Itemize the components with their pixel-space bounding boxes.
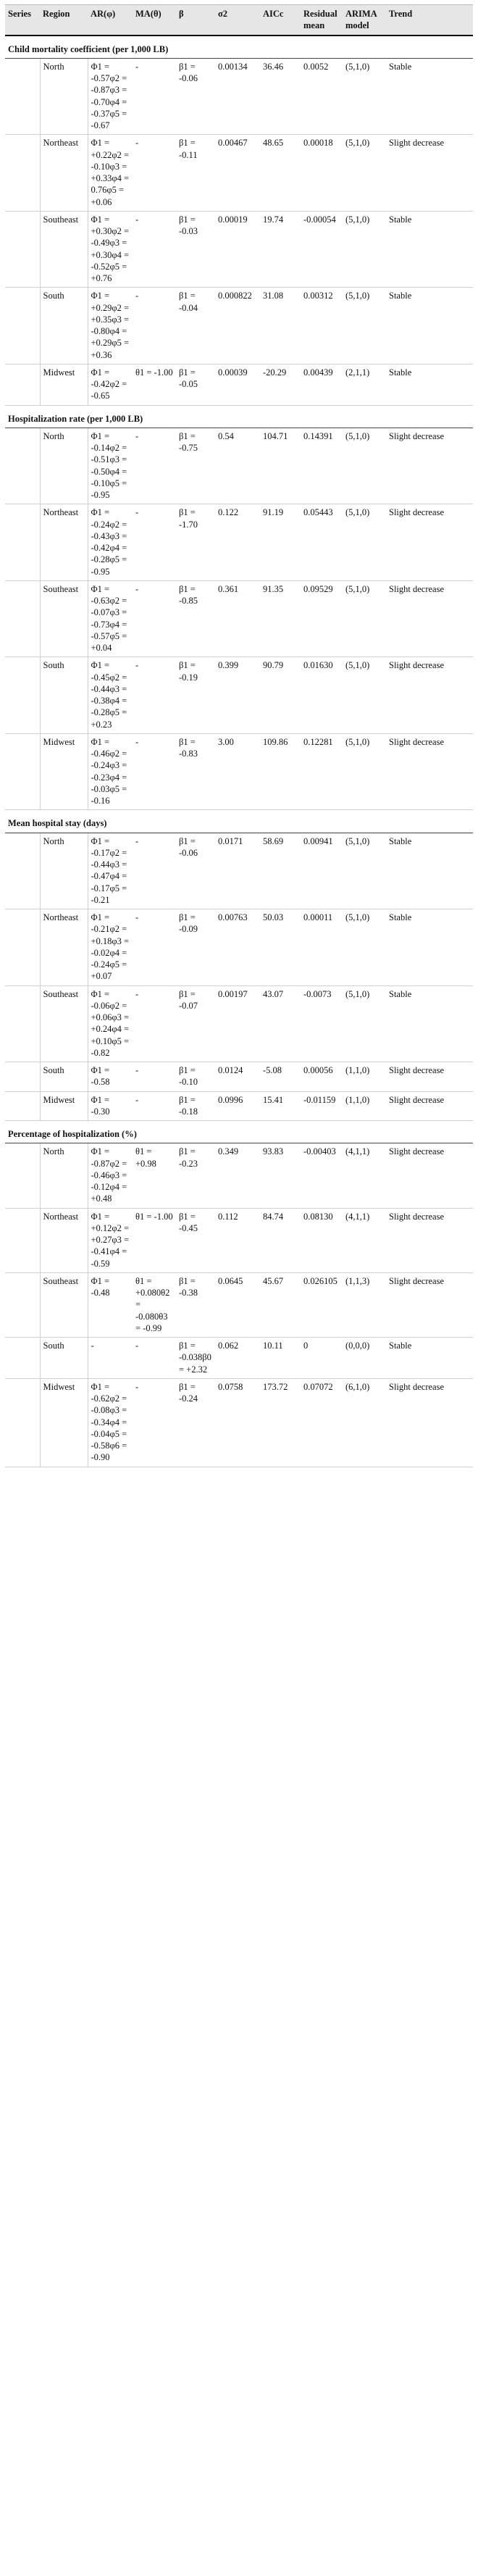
row-ar: Φ1 = +0.12φ2 = +0.27φ3 = -0.41φ4 = -0.59 — [88, 1208, 133, 1272]
row-ar: Φ1 = -0.46φ2 = -0.24φ3 = -0.23φ4 = -0.03φ5 = -0.16 — [88, 733, 133, 810]
row-beta: β1 = -0.07 — [176, 985, 215, 1062]
series-group-row — [5, 810, 473, 833]
row-ar: Φ1 = +0.29φ2 = +0.35φ3 = -0.80φ4 = +0.29φ5 = +0.36 — [88, 288, 133, 364]
series-title: Mean hospital stay (days) — [5, 810, 473, 833]
row-ma: - — [133, 428, 176, 504]
series-title: Hospitalization rate (per 1,000 LB) — [5, 405, 473, 428]
row-ar: Φ1 = -0.57φ2 = -0.87φ3 = -0.70φ4 = -0.37φ5 = -0.67 — [88, 58, 133, 135]
row-region: Northeast — [40, 909, 88, 986]
row-trend: Stable — [386, 364, 473, 405]
row-aicc: 31.08 — [260, 288, 301, 364]
row-series-empty — [5, 58, 40, 135]
header-ar: AR(φ) — [88, 5, 133, 36]
row-ma: - — [133, 288, 176, 364]
row-beta: β1 = -0.23 — [176, 1143, 215, 1208]
row-arima-model: (5,1,0) — [343, 657, 386, 734]
row-aicc: 91.35 — [260, 580, 301, 657]
row-ma: - — [133, 1338, 176, 1379]
row-region: Midwest — [40, 1091, 88, 1121]
table-row — [5, 833, 473, 909]
table-header — [5, 5, 473, 36]
table-row — [5, 1208, 473, 1272]
row-ma: - — [133, 58, 176, 135]
row-aicc: 15.41 — [260, 1091, 301, 1121]
row-aicc: 173.72 — [260, 1378, 301, 1467]
row-sigma2: 0.0645 — [215, 1272, 260, 1337]
row-series-empty — [5, 135, 40, 212]
row-series-empty — [5, 1378, 40, 1467]
row-ma: - — [133, 833, 176, 909]
row-series-empty — [5, 985, 40, 1062]
row-ar: Φ1 = -0.63φ2 = -0.07φ3 = -0.73φ4 = -0.57φ5 = +0.04 — [88, 580, 133, 657]
row-residual-mean: 0.00011 — [301, 909, 343, 986]
row-series-empty — [5, 1208, 40, 1272]
row-beta: β1 = -0.09 — [176, 909, 215, 986]
row-region: Southeast — [40, 1272, 88, 1337]
row-ma: - — [133, 909, 176, 986]
table-row — [5, 288, 473, 364]
row-trend: Stable — [386, 1338, 473, 1379]
row-arima-model: (1,1,0) — [343, 1062, 386, 1092]
header-sigma2: σ2 — [215, 5, 260, 36]
row-trend: Slight decrease — [386, 657, 473, 734]
row-beta: β1 = -0.83 — [176, 733, 215, 810]
row-ar: Φ1 = -0.45φ2 = -0.44φ3 = -0.38φ4 = -0.28φ5 = +0.23 — [88, 657, 133, 734]
row-residual-mean: -0.00403 — [301, 1143, 343, 1208]
row-series-empty — [5, 1143, 40, 1208]
row-series-empty — [5, 1062, 40, 1092]
row-arima-model: (5,1,0) — [343, 985, 386, 1062]
row-residual-mean: 0.00439 — [301, 364, 343, 405]
row-trend: Stable — [386, 211, 473, 288]
row-residual-mean: 0.14391 — [301, 428, 343, 504]
row-arima-model: (5,1,0) — [343, 211, 386, 288]
row-beta: β1 = -0.10 — [176, 1062, 215, 1092]
row-ma: - — [133, 1378, 176, 1467]
row-residual-mean: 0.05443 — [301, 504, 343, 581]
row-aicc: 91.19 — [260, 504, 301, 581]
row-ar: Φ1 = +0.22φ2 = -0.10φ3 = +0.33φ4 = 0.76φ5 = +0.06 — [88, 135, 133, 212]
row-sigma2: 0.00134 — [215, 58, 260, 135]
table-row — [5, 504, 473, 581]
row-beta: β1 = -1.70 — [176, 504, 215, 581]
row-region: Northeast — [40, 1208, 88, 1272]
row-region: Southeast — [40, 580, 88, 657]
row-arima-model: (4,1,1) — [343, 1208, 386, 1272]
row-ma: θ1 = -1.00 — [133, 1208, 176, 1272]
table-row — [5, 733, 473, 810]
header-trend: Trend — [386, 5, 473, 36]
row-residual-mean: 0.09529 — [301, 580, 343, 657]
row-sigma2: 0.54 — [215, 428, 260, 504]
row-sigma2: 0.00763 — [215, 909, 260, 986]
row-residual-mean: -0.00054 — [301, 211, 343, 288]
row-region: South — [40, 1062, 88, 1092]
table-row — [5, 985, 473, 1062]
row-beta: β1 = -0.05 — [176, 364, 215, 405]
row-sigma2: 0.00039 — [215, 364, 260, 405]
row-aicc: 58.69 — [260, 833, 301, 909]
row-region: Northeast — [40, 135, 88, 212]
row-residual-mean: 0.026105 — [301, 1272, 343, 1337]
row-ma: - — [133, 1091, 176, 1121]
row-beta: β1 = -0.06 — [176, 833, 215, 909]
row-sigma2: 0.00197 — [215, 985, 260, 1062]
row-beta: β1 = -0.11 — [176, 135, 215, 212]
row-trend: Slight decrease — [386, 1091, 473, 1121]
table-row — [5, 364, 473, 405]
row-trend: Stable — [386, 58, 473, 135]
row-ma: - — [133, 985, 176, 1062]
row-sigma2: 0.349 — [215, 1143, 260, 1208]
row-ma: - — [133, 211, 176, 288]
row-ma: - — [133, 135, 176, 212]
row-ar: Φ1 = -0.42φ2 = -0.65 — [88, 364, 133, 405]
table-body — [5, 36, 473, 1467]
row-trend: Slight decrease — [386, 428, 473, 504]
header-beta: β — [176, 5, 215, 36]
row-arima-model: (5,1,0) — [343, 428, 386, 504]
row-region: North — [40, 428, 88, 504]
row-arima-model: (5,1,0) — [343, 135, 386, 212]
row-sigma2: 0.062 — [215, 1338, 260, 1379]
header-region: Region — [40, 5, 88, 36]
row-trend: Slight decrease — [386, 1062, 473, 1092]
row-beta: β1 = -0.06 — [176, 58, 215, 135]
table-row — [5, 1338, 473, 1379]
row-aicc: 45.67 — [260, 1272, 301, 1337]
row-region: Midwest — [40, 1378, 88, 1467]
row-beta: β1 = -0.038β0 = +2.32 — [176, 1338, 215, 1379]
row-aicc: -20.29 — [260, 364, 301, 405]
header-aicc: AICc — [260, 5, 301, 36]
row-region: South — [40, 1338, 88, 1379]
row-sigma2: 0.00467 — [215, 135, 260, 212]
row-beta: β1 = -0.18 — [176, 1091, 215, 1121]
row-ar: Φ1 = -0.21φ2 = +0.18φ3 = -0.02φ4 = -0.24φ5 = +0.07 — [88, 909, 133, 986]
row-residual-mean: 0.07072 — [301, 1378, 343, 1467]
row-trend: Slight decrease — [386, 135, 473, 212]
row-arima-model: (5,1,0) — [343, 580, 386, 657]
row-sigma2: 3.00 — [215, 733, 260, 810]
row-residual-mean: 0.00941 — [301, 833, 343, 909]
row-ar: Φ1 = -0.30 — [88, 1091, 133, 1121]
row-region: South — [40, 288, 88, 364]
row-series-empty — [5, 1338, 40, 1379]
row-ma: θ1 = +0.98 — [133, 1143, 176, 1208]
table-row — [5, 1062, 473, 1092]
row-aicc: 48.65 — [260, 135, 301, 212]
row-aicc: 84.74 — [260, 1208, 301, 1272]
row-region: North — [40, 58, 88, 135]
row-series-empty — [5, 504, 40, 581]
row-trend: Stable — [386, 288, 473, 364]
row-residual-mean: 0.0052 — [301, 58, 343, 135]
row-beta: β1 = -0.75 — [176, 428, 215, 504]
row-trend: Slight decrease — [386, 504, 473, 581]
row-arima-model: (2,1,1) — [343, 364, 386, 405]
row-sigma2: 0.399 — [215, 657, 260, 734]
row-trend: Stable — [386, 985, 473, 1062]
row-residual-mean: 0.00312 — [301, 288, 343, 364]
series-title: Percentage of hospitalization (%) — [5, 1121, 473, 1143]
row-trend: Slight decrease — [386, 1143, 473, 1208]
row-sigma2: 0.0758 — [215, 1378, 260, 1467]
row-series-empty — [5, 909, 40, 986]
table-row — [5, 58, 473, 135]
row-ar: Φ1 = -0.17φ2 = -0.44φ3 = -0.47φ4 = -0.17φ5 = -0.21 — [88, 833, 133, 909]
row-trend: Slight decrease — [386, 733, 473, 810]
row-arima-model: (5,1,0) — [343, 288, 386, 364]
row-residual-mean: 0.00056 — [301, 1062, 343, 1092]
row-beta: β1 = -0.38 — [176, 1272, 215, 1337]
table-row — [5, 428, 473, 504]
row-series-empty — [5, 288, 40, 364]
row-sigma2: 0.0124 — [215, 1062, 260, 1092]
row-sigma2: 0.361 — [215, 580, 260, 657]
row-trend: Slight decrease — [386, 1378, 473, 1467]
table-row — [5, 211, 473, 288]
row-region: Northeast — [40, 504, 88, 581]
row-arima-model: (5,1,0) — [343, 833, 386, 909]
table-row — [5, 1272, 473, 1337]
row-ma: - — [133, 733, 176, 810]
table-row — [5, 657, 473, 734]
row-region: North — [40, 833, 88, 909]
header-series: Series — [5, 5, 40, 36]
row-aicc: 36.46 — [260, 58, 301, 135]
row-trend: Stable — [386, 833, 473, 909]
header-row — [5, 5, 473, 36]
row-series-empty — [5, 657, 40, 734]
row-arima-model: (4,1,1) — [343, 1143, 386, 1208]
row-sigma2: 0.112 — [215, 1208, 260, 1272]
row-series-empty — [5, 211, 40, 288]
row-ar: Φ1 = -0.87φ2 = -0.46φ3 = -0.12φ4 = +0.48 — [88, 1143, 133, 1208]
row-ma: - — [133, 1062, 176, 1092]
row-residual-mean: 0.00018 — [301, 135, 343, 212]
row-ar: Φ1 = -0.24φ2 = -0.43φ3 = -0.42φ4 = -0.28φ5 = -0.95 — [88, 504, 133, 581]
header-residual-mean: Residual mean — [301, 5, 343, 36]
row-arima-model: (5,1,0) — [343, 58, 386, 135]
table-row — [5, 909, 473, 986]
table-row — [5, 580, 473, 657]
row-aicc: 10.11 — [260, 1338, 301, 1379]
row-region: Midwest — [40, 364, 88, 405]
table-row — [5, 1091, 473, 1121]
row-sigma2: 0.0171 — [215, 833, 260, 909]
row-beta: β1 = -0.03 — [176, 211, 215, 288]
row-ma: - — [133, 580, 176, 657]
row-region: Southeast — [40, 211, 88, 288]
row-arima-model: (1,1,0) — [343, 1091, 386, 1121]
row-beta: β1 = -0.04 — [176, 288, 215, 364]
row-sigma2: 0.122 — [215, 504, 260, 581]
row-series-empty — [5, 1272, 40, 1337]
arima-results-table — [5, 4, 473, 1467]
row-region: South — [40, 657, 88, 734]
row-beta: β1 = -0.19 — [176, 657, 215, 734]
row-ma: θ1 = -1.00 — [133, 364, 176, 405]
row-aicc: 90.79 — [260, 657, 301, 734]
row-series-empty — [5, 364, 40, 405]
series-group-row — [5, 405, 473, 428]
series-group-row — [5, 1121, 473, 1143]
row-ar: Φ1 = +0.30φ2 = -0.49φ3 = +0.30φ4 = -0.52φ5 = +0.76 — [88, 211, 133, 288]
row-region: Southeast — [40, 985, 88, 1062]
series-group-row — [5, 36, 473, 59]
row-aicc: 43.07 — [260, 985, 301, 1062]
row-trend: Stable — [386, 909, 473, 986]
table-row — [5, 1378, 473, 1467]
row-arima-model: (6,1,0) — [343, 1378, 386, 1467]
row-residual-mean: 0.08130 — [301, 1208, 343, 1272]
row-beta: β1 = -0.24 — [176, 1378, 215, 1467]
row-aicc: 19.74 — [260, 211, 301, 288]
row-ar: Φ1 = -0.48 — [88, 1272, 133, 1337]
row-series-empty — [5, 833, 40, 909]
row-sigma2: 0.0996 — [215, 1091, 260, 1121]
row-ma: θ1 = +0.080θ2 = -0.080θ3 = -0.99 — [133, 1272, 176, 1337]
table-row — [5, 1143, 473, 1208]
row-beta: β1 = -0.85 — [176, 580, 215, 657]
header-ma: MA(θ) — [133, 5, 176, 36]
row-ma: - — [133, 657, 176, 734]
row-ar: Φ1 = -0.62φ2 = -0.08φ3 = -0.34φ4 = -0.04φ5 = -0.58φ6 = -0.90 — [88, 1378, 133, 1467]
header-arima-model: ARIMA model — [343, 5, 386, 36]
row-ma: - — [133, 504, 176, 581]
row-arima-model: (0,0,0) — [343, 1338, 386, 1379]
row-residual-mean: -0.01159 — [301, 1091, 343, 1121]
row-region: North — [40, 1143, 88, 1208]
row-sigma2: 0.00019 — [215, 211, 260, 288]
row-residual-mean: 0 — [301, 1338, 343, 1379]
row-ar: Φ1 = -0.14φ2 = -0.51φ3 = -0.50φ4 = -0.10φ5 = -0.95 — [88, 428, 133, 504]
series-title: Child mortality coefficient (per 1,000 LB) — [5, 36, 473, 59]
row-ar: - — [88, 1338, 133, 1379]
row-trend: Slight decrease — [386, 580, 473, 657]
row-arima-model: (5,1,0) — [343, 733, 386, 810]
row-trend: Slight decrease — [386, 1272, 473, 1337]
row-trend: Slight decrease — [386, 1208, 473, 1272]
row-beta: β1 = -0.45 — [176, 1208, 215, 1272]
row-aicc: 93.83 — [260, 1143, 301, 1208]
row-residual-mean: 0.12281 — [301, 733, 343, 810]
row-aicc: 109.86 — [260, 733, 301, 810]
row-series-empty — [5, 428, 40, 504]
row-ar: Φ1 = -0.06φ2 = +0.06φ3 = +0.24φ4 = +0.10φ5 = -0.82 — [88, 985, 133, 1062]
row-series-empty — [5, 733, 40, 810]
row-series-empty — [5, 1091, 40, 1121]
row-aicc: 50.03 — [260, 909, 301, 986]
row-region: Midwest — [40, 733, 88, 810]
row-residual-mean: 0.01630 — [301, 657, 343, 734]
row-arima-model: (1,1,3) — [343, 1272, 386, 1337]
row-aicc: 104.71 — [260, 428, 301, 504]
row-ar: Φ1 = -0.58 — [88, 1062, 133, 1092]
row-arima-model: (5,1,0) — [343, 909, 386, 986]
row-sigma2: 0.000822 — [215, 288, 260, 364]
row-aicc: -5.08 — [260, 1062, 301, 1092]
table-row — [5, 135, 473, 212]
row-arima-model: (5,1,0) — [343, 504, 386, 581]
row-residual-mean: -0.0073 — [301, 985, 343, 1062]
row-series-empty — [5, 580, 40, 657]
